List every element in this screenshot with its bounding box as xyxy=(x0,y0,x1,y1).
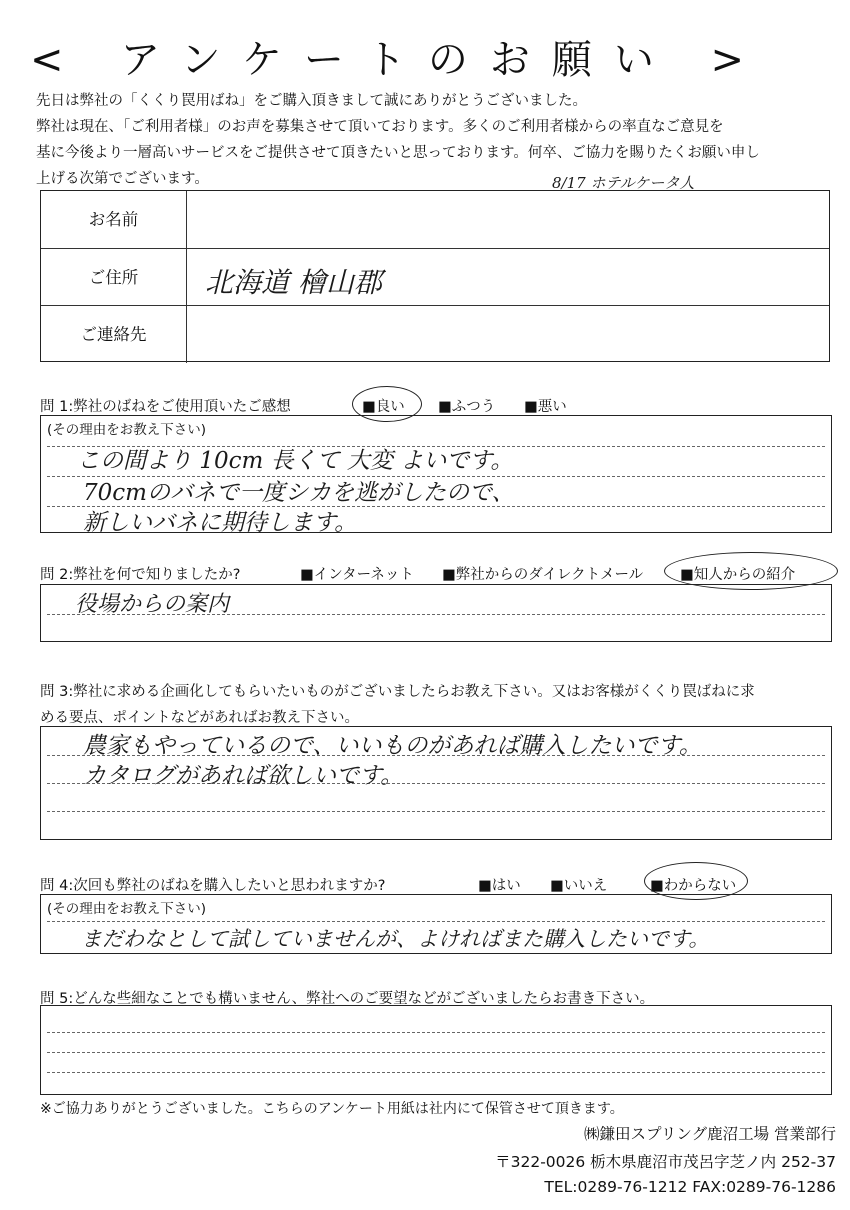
name-row xyxy=(41,191,829,248)
q4-option-yes[interactable]: ■はい xyxy=(478,878,521,894)
q1-answer-box[interactable] xyxy=(40,415,832,536)
survey-title: < アンケートのお願い > xyxy=(30,37,767,83)
q3-answer-text-1: 農家もやっているので、いいものがあれば購入したいです。 xyxy=(83,733,702,759)
footer-phone-fax: TEL:0289-76-1212 FAX:0289-76-1286 xyxy=(544,1178,836,1196)
q5-answer-line xyxy=(47,1032,825,1033)
q1-question: 問 1:弊社のばねをご使用頂いたご感想 xyxy=(40,399,291,415)
q1-option-normal[interactable]: ■ふつう xyxy=(438,399,496,415)
q4-option-no[interactable]: ■いいえ xyxy=(550,878,608,894)
address-label: ご住所 xyxy=(41,249,187,306)
footer-thanks: ※ご協力ありがとうございました。こちらのアンケート用紙は社内にて保管させて頂きます。 xyxy=(40,1101,624,1117)
intro-line-2: 弊社は現在、「ご利用者様」のお声を募集させて頂いております。多くのご利用者様からの率直なご意見を xyxy=(36,119,724,135)
footer-company: ㈱鎌田スプリング鹿沼工場 営業部行 xyxy=(584,1125,836,1143)
q2-option-direct-mail[interactable]: ■弊社からのダイレクトメール xyxy=(442,567,644,583)
contact-label: ご連絡先 xyxy=(41,306,187,363)
intro-line-1: 先日は弊社の「くくり罠用ばね」をご購入頂きまして誠にありがとうございました。 xyxy=(36,93,587,109)
q1-answer-text-1: この間より 10cm 長くて 大変 よいです。 xyxy=(77,448,514,474)
q4-answer-box[interactable] xyxy=(40,894,832,954)
q1-option-bad[interactable]: ■悪い xyxy=(524,399,567,415)
q1-answer-text-3: 新しいバネに期待します。 xyxy=(83,510,358,536)
q2-answer-text: 役場からの案内 xyxy=(75,592,230,617)
q2-question: 問 2:弊社を何で知りましたか? xyxy=(40,567,241,583)
name-label: お名前 xyxy=(41,191,187,248)
intro-line-4: 上げる次第でございます。 xyxy=(36,171,209,187)
q4-question: 問 4:次回も弊社のばねを購入したいと思われますか? xyxy=(40,878,386,894)
q3-question-line-1: 問 3:弊社に求める企画化してもらいたいものがございましたらお教え下さい。又はお客様がくくり罠ばねに求 xyxy=(40,684,755,700)
footer-address: 〒322-0026 栃木県鹿沼市茂呂字芝ノ内 252-37 xyxy=(495,1153,836,1171)
q2-option-referral[interactable]: ■知人からの紹介 xyxy=(680,567,796,583)
q1-answer-text-2: 70cmのバネで一度シカを逃がしたので、 xyxy=(83,480,515,506)
q5-answer-line xyxy=(47,1072,825,1073)
q5-answer-box[interactable] xyxy=(40,1005,832,1095)
q3-answer-line xyxy=(47,811,825,812)
contact-info-table xyxy=(40,190,830,362)
q4-answer-text: まだわなとして試していませんが、よければまた購入したいです。 xyxy=(81,927,710,951)
q4-hint: (その理由をお教え下さい) xyxy=(47,901,207,917)
q5-question: 問 5:どんな些細なことでも構いません、弊社へのご要望などがございましたらお書き下さい。 xyxy=(40,991,655,1007)
q1-hint: (その理由をお教え下さい) xyxy=(47,422,207,438)
q5-answer-line xyxy=(47,1052,825,1053)
q1-option-good[interactable]: ■良い xyxy=(362,399,405,415)
q4-answer-line xyxy=(47,921,825,922)
q3-answer-text-2: カタログがあれば欲しいです。 xyxy=(83,763,404,789)
q3-question-line-2: める要点、ポイントなどがあればお教え下さい。 xyxy=(40,710,359,726)
intro-line-3: 基に今後より一層高いサービスをご提供させて頂きたいと思っております。何卒、ご協力を賜りたくお願い申し xyxy=(36,145,760,161)
address-handwritten: 北海道 檜山郡 xyxy=(205,266,382,299)
address-field[interactable] xyxy=(187,249,829,306)
q3-answer-box[interactable] xyxy=(40,726,832,840)
q4-option-unsure[interactable]: ■わからない xyxy=(650,878,737,894)
contact-field[interactable] xyxy=(187,306,829,363)
address-row xyxy=(41,248,829,306)
handwritten-note: 8/17 ホテルケータ人 xyxy=(552,174,695,192)
contact-row xyxy=(41,305,829,363)
q2-option-internet[interactable]: ■インターネット xyxy=(300,567,414,583)
q2-answer-box[interactable] xyxy=(40,584,832,642)
name-field[interactable] xyxy=(187,191,829,248)
